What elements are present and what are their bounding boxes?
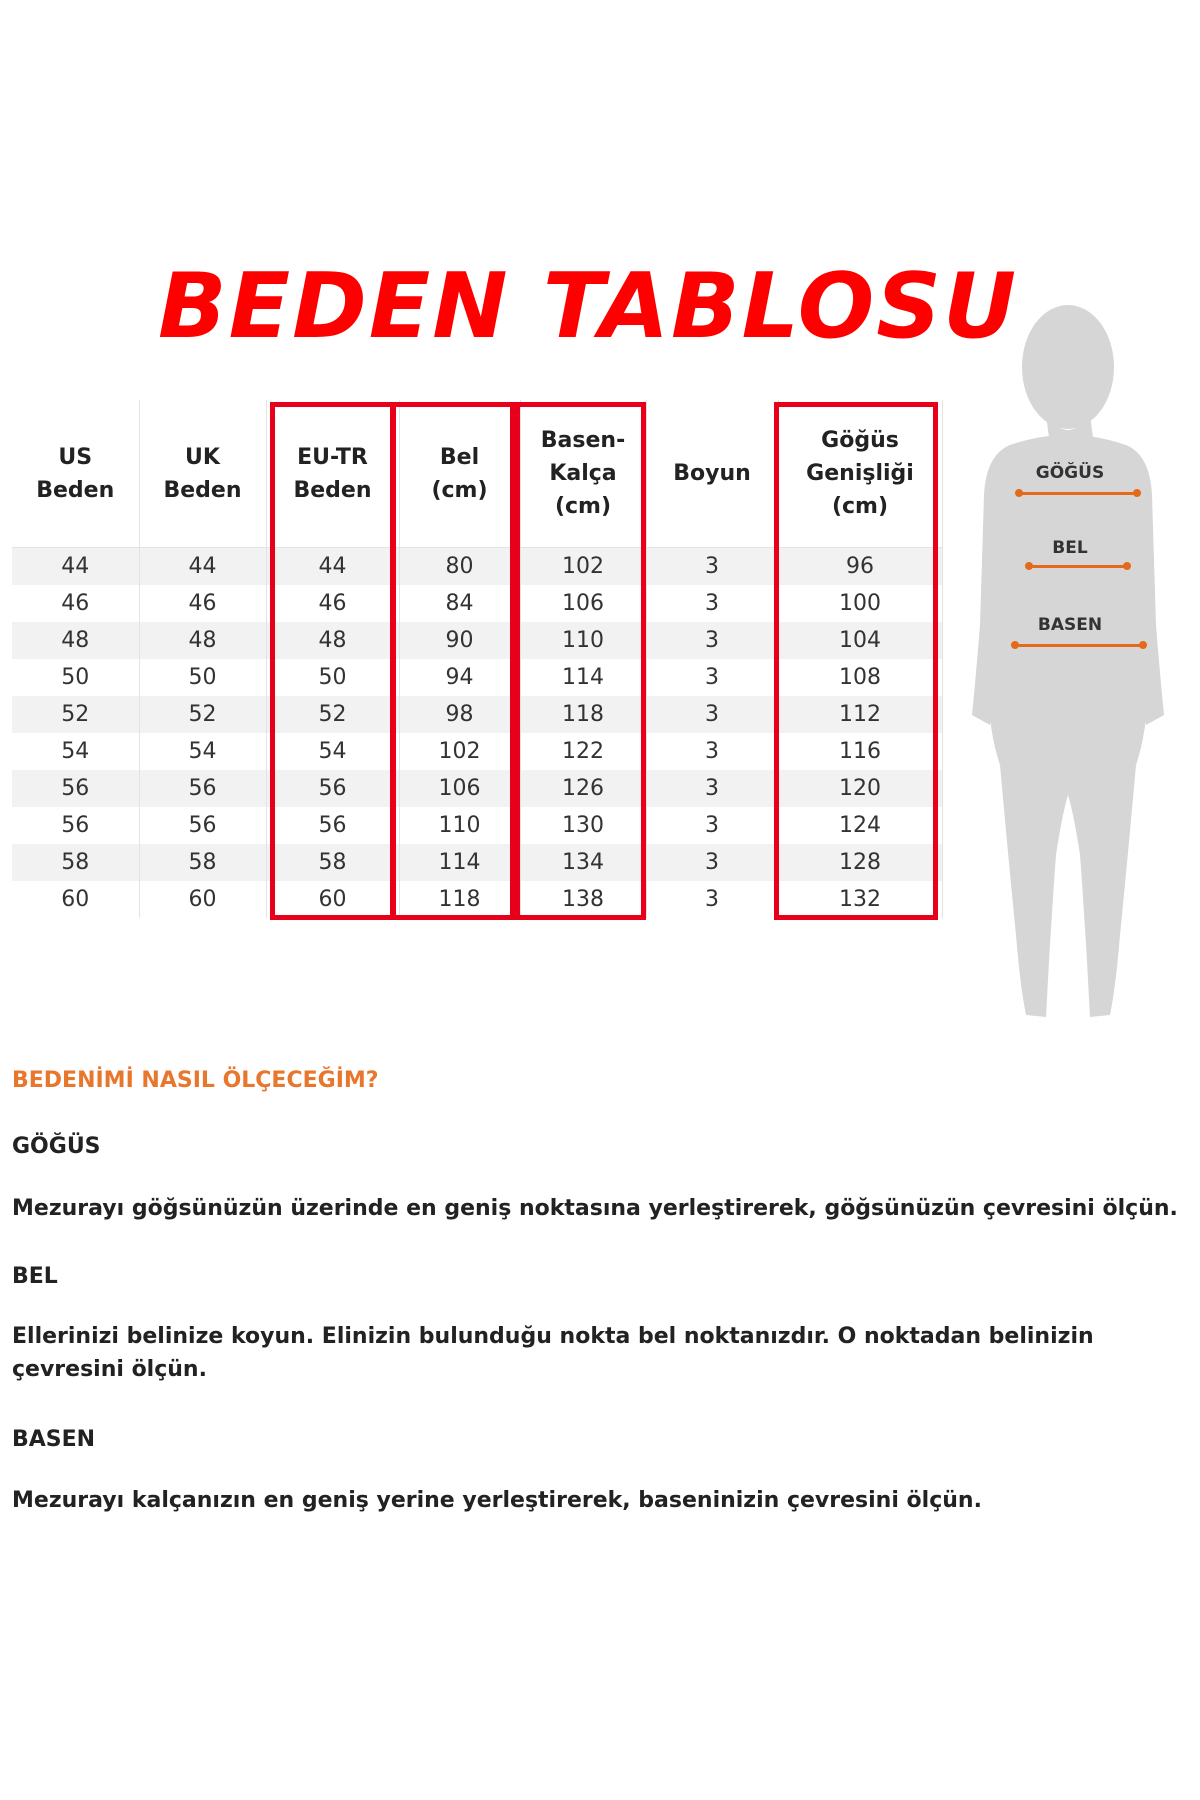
table-cell: 52 [12, 696, 139, 733]
hip-measure-line [1014, 644, 1144, 647]
table-cell: 3 [646, 733, 778, 770]
chest-measure-line [1018, 492, 1138, 495]
table-cell: 60 [266, 881, 399, 918]
table-cell: 54 [139, 733, 266, 770]
table-cell: 122 [520, 733, 646, 770]
table-cell: 56 [139, 807, 266, 844]
table-cell: 50 [12, 659, 139, 696]
table-cell: 3 [646, 622, 778, 659]
table-row [12, 844, 942, 881]
table-cell: 124 [778, 807, 942, 844]
body-silhouette [950, 295, 1200, 1035]
table-cell: 56 [139, 770, 266, 807]
size-table [12, 400, 943, 918]
table-cell: 102 [520, 548, 646, 586]
table-cell: 60 [12, 881, 139, 918]
table-cell: 3 [646, 696, 778, 733]
table-cell: 56 [12, 770, 139, 807]
how-to-measure-heading: BEDENİMİ NASIL ÖLÇECEĞİM? [12, 1068, 379, 1093]
table-cell: 132 [778, 881, 942, 918]
table-cell: 106 [399, 770, 520, 807]
table-row [12, 807, 942, 844]
table-cell: 104 [778, 622, 942, 659]
table-row [12, 585, 942, 622]
table-cell: 98 [399, 696, 520, 733]
table-cell: 96 [778, 548, 942, 586]
figure-label-hip: BASEN [1037, 615, 1103, 635]
size-table-container [12, 400, 942, 918]
table-cell: 3 [646, 807, 778, 844]
section-hip-text: Mezurayı kalçanızın en geniş yerine yerleştirerek, baseninizin çevresini ölçün. [12, 1488, 982, 1513]
table-cell: 120 [778, 770, 942, 807]
table-cell: 46 [12, 585, 139, 622]
table-cell: 50 [139, 659, 266, 696]
table-cell: 106 [520, 585, 646, 622]
table-row [12, 770, 942, 807]
column-header: EU-TR Beden [266, 400, 399, 548]
column-header: Göğüs Genişliği (cm) [778, 400, 942, 548]
table-cell: 46 [139, 585, 266, 622]
table-cell: 44 [12, 548, 139, 586]
table-row [12, 622, 942, 659]
waist-measure-line [1028, 565, 1128, 568]
page-title: BEDEN TABLOSU [158, 254, 1019, 359]
table-cell: 130 [520, 807, 646, 844]
table-row [12, 659, 942, 696]
table-cell: 110 [399, 807, 520, 844]
table-cell: 56 [266, 770, 399, 807]
table-cell: 114 [399, 844, 520, 881]
table-cell: 48 [139, 622, 266, 659]
table-cell: 3 [646, 881, 778, 918]
section-chest-text: Mezurayı göğsünüzün üzerinde en geniş noktasına yerleştirerek, göğsünüzün çevresini ölçün. [12, 1196, 1178, 1221]
column-header: Bel (cm) [399, 400, 520, 548]
table-cell: 44 [139, 548, 266, 586]
table-cell: 48 [266, 622, 399, 659]
section-waist-title: BEL [12, 1264, 58, 1289]
body-measurement-figure [950, 295, 1200, 1035]
section-hip-title: BASEN [12, 1427, 96, 1452]
table-cell: 54 [266, 733, 399, 770]
table-cell: 110 [520, 622, 646, 659]
table-cell: 134 [520, 844, 646, 881]
table-row [12, 548, 942, 586]
size-table-body [12, 548, 942, 919]
table-cell: 56 [266, 807, 399, 844]
table-cell: 108 [778, 659, 942, 696]
table-cell: 114 [520, 659, 646, 696]
column-header: US Beden [12, 400, 139, 548]
table-cell: 128 [778, 844, 942, 881]
table-cell: 44 [266, 548, 399, 586]
table-cell: 118 [520, 696, 646, 733]
table-cell: 126 [520, 770, 646, 807]
table-row [12, 881, 942, 918]
table-cell: 48 [12, 622, 139, 659]
size-table-header-row [12, 400, 942, 548]
table-cell: 58 [266, 844, 399, 881]
table-cell: 52 [266, 696, 399, 733]
table-cell: 3 [646, 548, 778, 586]
table-cell: 46 [266, 585, 399, 622]
figure-label-waist: BEL [1052, 538, 1088, 558]
column-header: UK Beden [139, 400, 266, 548]
table-cell: 54 [12, 733, 139, 770]
table-cell: 58 [139, 844, 266, 881]
table-cell: 3 [646, 585, 778, 622]
table-cell: 102 [399, 733, 520, 770]
section-chest-title: GÖĞÜS [12, 1134, 101, 1159]
table-cell: 138 [520, 881, 646, 918]
table-cell: 118 [399, 881, 520, 918]
section-waist-text: Ellerinizi belinize koyun. Elinizin bulunduğu nokta bel noktanızdır. O noktadan belinizin çevresini ölçün. [12, 1324, 1094, 1382]
table-cell: 80 [399, 548, 520, 586]
table-cell: 3 [646, 844, 778, 881]
table-cell: 56 [12, 807, 139, 844]
column-header: Basen- Kalça (cm) [520, 400, 646, 548]
table-cell: 3 [646, 770, 778, 807]
table-row [12, 733, 942, 770]
table-cell: 60 [139, 881, 266, 918]
table-cell: 52 [139, 696, 266, 733]
table-cell: 90 [399, 622, 520, 659]
table-cell: 112 [778, 696, 942, 733]
table-cell: 100 [778, 585, 942, 622]
table-cell: 116 [778, 733, 942, 770]
table-cell: 94 [399, 659, 520, 696]
column-header: Boyun [646, 400, 778, 548]
figure-label-chest: GÖĞÜS [1035, 463, 1105, 483]
table-row [12, 696, 942, 733]
table-cell: 3 [646, 659, 778, 696]
table-cell: 84 [399, 585, 520, 622]
table-cell: 50 [266, 659, 399, 696]
table-cell: 58 [12, 844, 139, 881]
